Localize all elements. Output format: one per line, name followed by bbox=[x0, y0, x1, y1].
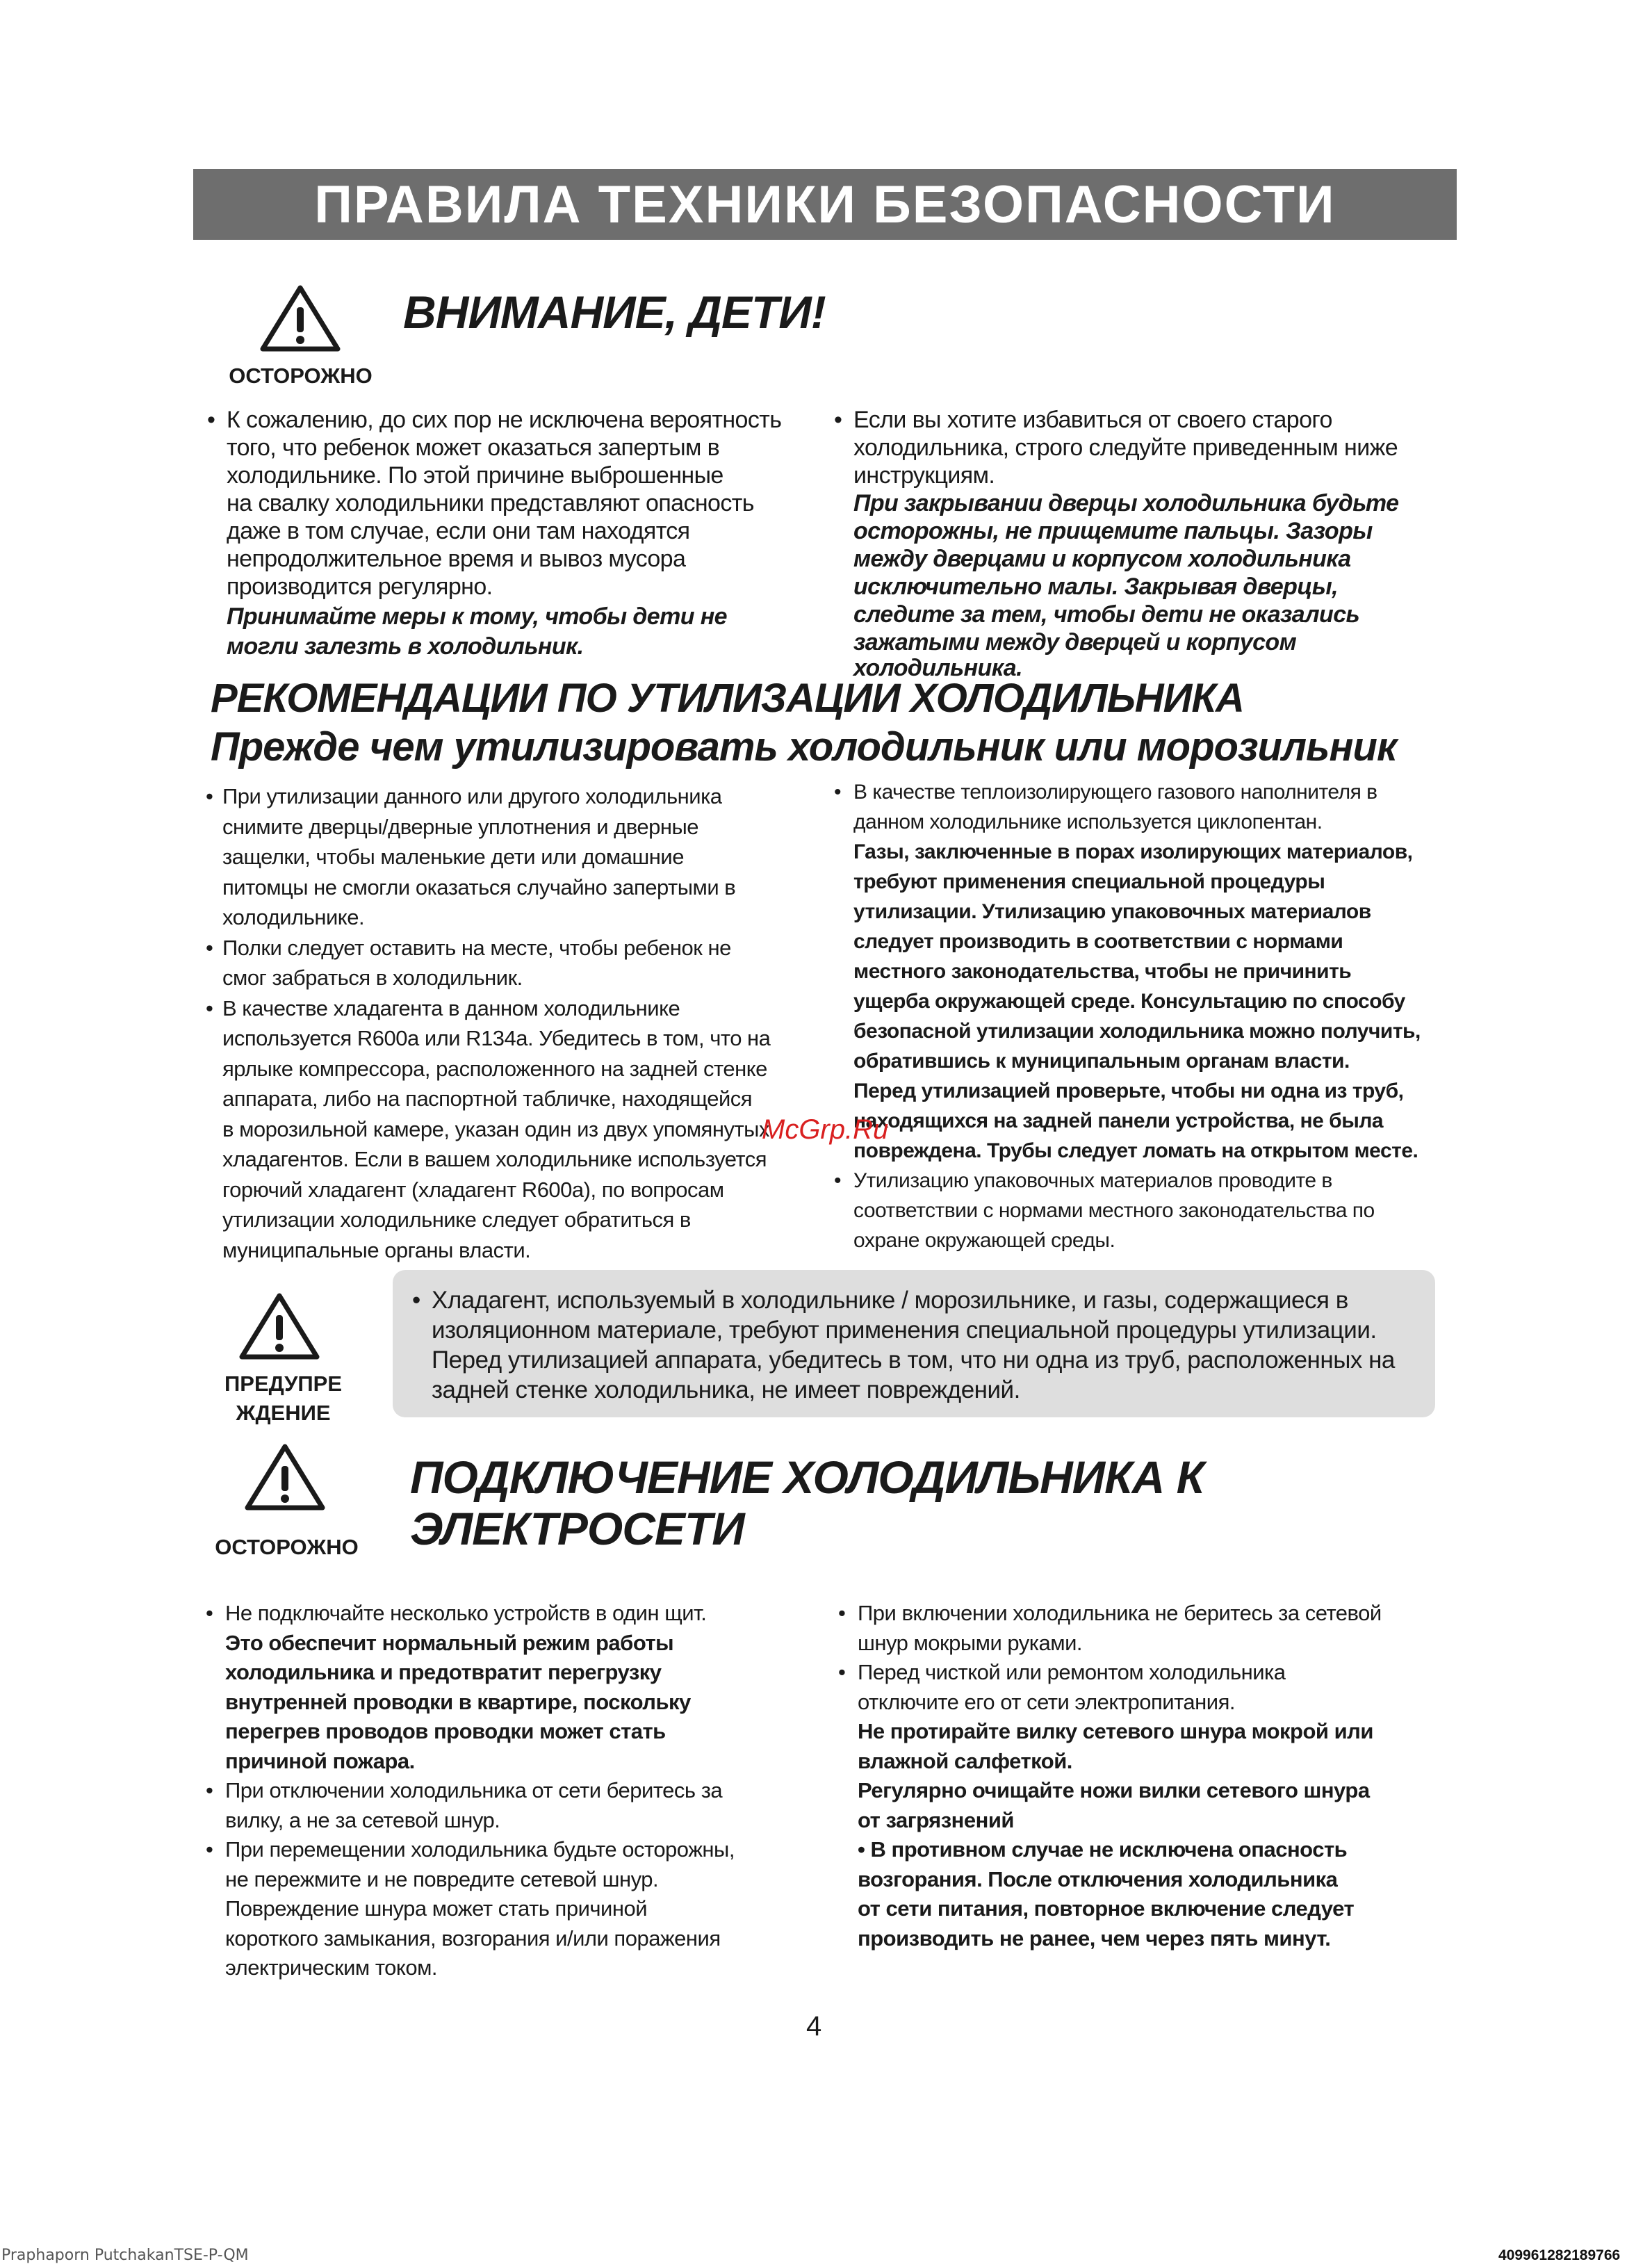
page-title: ПРАВИЛА ТЕХНИКИ БЕЗОПАСНОСТИ bbox=[193, 169, 1457, 240]
disposal-subheading: Прежде чем утилизировать холодильник или морозильник bbox=[211, 724, 1397, 769]
warning-icon bbox=[238, 1292, 321, 1361]
list-item: • В качестве хладагента в данном холодильнике используется R600a или R134a. Убедитесь в том, что на ярлыке компрессора, расположенного на задней стенке аппарата, либо на паспортной табличке, находящейся в морозильной камере, указан один из двух упомянутых хладагентов. Если в вашем холодильнике используется горючий хладагент (хладагент R600a), по вопросам утилизации холодильнике следует обратиться в муниципальные органы власти. bbox=[206, 995, 771, 1262]
footer-code: 409961282189766 bbox=[1498, 2247, 1621, 2263]
children-left-column bbox=[207, 406, 819, 660]
list-item: • Полки следует оставить на месте, чтобы ребенок не смог забраться в холодильник. bbox=[206, 935, 731, 990]
list-item: • При перемещении холодильника будьте осторожны, не пережмите и не повредите сетевой шнур. Повреждение шнура может стать причиной короткого замыкания, возгорания и/или поражения электрическим током. bbox=[206, 1837, 735, 1980]
children-right-column bbox=[834, 406, 1473, 680]
disposal-right-column bbox=[834, 777, 1473, 1255]
caution-icon bbox=[243, 1442, 327, 1512]
list-item: • Не подключайте несколько устройств в один щит. Это обеспечит нормальный режим работы холодильника и предотвратит перегрузку внутренней проводки в квартире, поскольку перегрев проводов проводки может стать причиной пожара. bbox=[206, 1601, 707, 1773]
power-heading: ПОДКЛЮЧЕНИЕ ХОЛОДИЛЬНИКА К ЭЛЕКТРОСЕТИ bbox=[410, 1451, 1204, 1554]
list-item: • Перед чисткой или ремонтом холодильника отключите его от сети электропитания. Не протирайте вилку сетевого шнура мокрой или влажной салфеткой. Регулярно очищайте ножи вилки сетевого шнура от загрязнений • В противном случае не исключена опасность возгорания. После отключения холодильника от сети питания, повторное включение следует производить не ранее, чем через пять минут. bbox=[838, 1660, 1373, 1951]
disposal-left-column bbox=[206, 781, 831, 1265]
disposal-heading: РЕКОМЕНДАЦИИ ПО УТИЛИЗАЦИИ ХОЛОДИЛЬНИКА bbox=[211, 676, 1244, 721]
list-item: • При отключении холодильника от сети беритесь за вилку, а не за сетевой шнур. bbox=[206, 1778, 723, 1832]
list-item: • При утилизации данного или другого холодильника снимите дверцы/дверные уплотнения и дверные защелки, чтобы маленькие дети или домашние питомцы не смогли оказаться случайно запертыми в холодильнике. bbox=[206, 784, 736, 929]
children-heading: ВНИМАНИЕ, ДЕТИ! bbox=[403, 286, 826, 338]
warning-label: ПРЕДУПРЕ ЖДЕНИЕ bbox=[224, 1371, 343, 1425]
caution-icon bbox=[259, 284, 342, 353]
list-item: • Если вы хотите избавиться от своего старого холодильника, строго следуйте приведенным ниже инструкциям. При закрывании дверцы холодильника будьте осторожны, не прищемите пальцы. Зазоры между дверцами и корпусом холодильника исключительно малы. Закрывая дверцы, следите за тем, чтобы дети не оказались зажатыми между дверцей и корпусом холодильника. bbox=[834, 407, 1399, 681]
power-left-column bbox=[206, 1599, 831, 1983]
footer-author: Praphaporn PutchakanTSE-P-QM bbox=[1, 2247, 249, 2264]
list-item: • В качестве теплоизолирующего газового наполнителя в данном холодильнике используется циклопентан. Газы, заключенные в порах изолирующих материалов, требуют применения специальной процедуры утилизации. Утилизацию упаковочных материалов следует производить в соответствии с нормами местного законодательства, чтобы не причинить ущерба окружающей среде. Консультацию по способу безопасной утилизации холодильника можно получить, обратившись к муниципальным органам власти. Перед утилизацией проверьте, чтобы ни одна из труб, находящихся на задней панели устройства, не была повреждена. Трубы следует ломать на открытом месте. bbox=[834, 781, 1421, 1162]
caution-label: ОСТОРОЖНО bbox=[215, 1535, 359, 1559]
caution-label: ОСТОРОЖНО bbox=[229, 364, 373, 388]
warning-box bbox=[393, 1270, 1435, 1417]
list-item: • Хладагент, используемый в холодильнике / морозильнике, и газы, содержащиеся в изоляционном материале, требуют применения специальной процедуры утилизации. Перед утилизацией аппарата, убедитесь в том, что ни одна из труб, расположенных на задней стенке холодильника, не имеет повреждений. bbox=[412, 1287, 1395, 1403]
page-number: 4 bbox=[806, 2011, 822, 2042]
list-item: • Утилизацию упаковочных материалов проводите в соответствии с нормами местного законодательства по охране окружающей среды. bbox=[834, 1169, 1375, 1252]
list-item: • К сожалению, до сих пор не исключена вероятность того, что ребенок может оказаться запертым в холодильнике. По этой причине выброшенные на свалку холодильники представляют опасность даже в том случае, если они там находятся непродолжительное время и вывоз мусора производится регулярно. Принимайте меры к тому, чтобы дети не могли залезть в холодильник. bbox=[207, 407, 782, 660]
power-right-column bbox=[838, 1599, 1478, 1953]
watermark: McGrp.Ru bbox=[762, 1114, 889, 1145]
list-item: • При включении холодильника не беритесь за сетевой шнур мокрыми руками. bbox=[838, 1601, 1382, 1655]
